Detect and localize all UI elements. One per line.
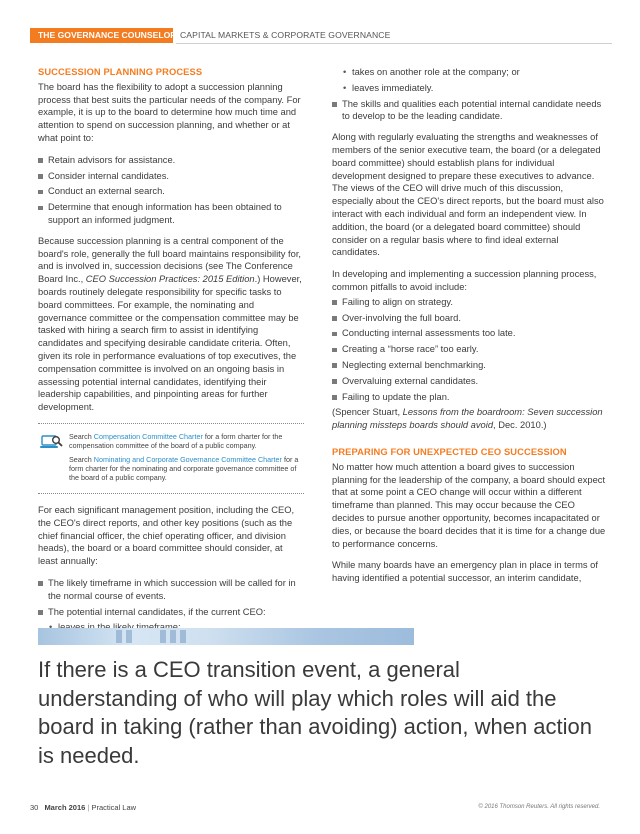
annual-bullet-list: [38, 577, 304, 618]
page-number: 30: [30, 803, 39, 812]
publication-name: Practical Law: [91, 803, 137, 812]
search-reference-box: [38, 423, 304, 494]
list-item: Overvaluing external candidates.: [332, 375, 606, 388]
list-item: Failing to update the plan.: [332, 391, 606, 404]
list-item: The potential internal candidates, if the current CEO:: [38, 606, 304, 619]
process-bullet-list: [38, 154, 304, 227]
citation-text: , Dec. 2010.): [493, 420, 547, 431]
list-item: Over-involving the full board.: [332, 312, 606, 325]
paragraph-text: .) However, boards routinely delegate responsibility for specific tasks to board committees. For example, the nominating and governance committee or the compensation committee may be tasked with hiring a search firm to assist in identifying candidates and specifying desirable candidate criteria. Often, given its role in performance evaluations of top executives, the compensation committee is involved on an ongoing basis in assessing potential internal candidates, identifying their leadership capabilities, and pinpointing areas for further development.: [38, 274, 302, 413]
development-paragraph: Along with regularly evaluating the strengths and weaknesses of members of the senior executive team, the board (or a delegated board committee) should establish plans for individual development designed to prepare these executives to advance. The views of the CEO will drive much of this discussion, especially about the CEO's direct reports, but the board must also interact with each individual and form an independent view. In addition, the board (or a delegated board committee) should consider on a regular basis where to find ideal external candidates.: [332, 132, 604, 258]
list-item: Creating a “horse race” too early.: [332, 343, 606, 356]
list-item: The skills and qualities each potential internal candidate needs to develop to be the leading candidate.: [332, 98, 606, 124]
list-item: • takes on another role at the company; or: [332, 66, 606, 79]
skills-bullet-list: [332, 98, 606, 124]
right-column: [332, 66, 606, 594]
list-item: The likely timeframe in which succession will be called for in the normal course of events.: [38, 577, 304, 603]
header-rule: [176, 43, 612, 44]
banner-window-shape: [170, 630, 176, 643]
unexpected-change-paragraph: No matter how much attention a board gives to succession planning for the leadership of the company, a board should expect that at some point a CEO change will occur within a different timeframe than planned. This may occur because the CEO decides to pursue another opportunity, becomes incapacitated or dies, or because the board decides that it is time for a change due to performance concerns.: [332, 461, 606, 549]
search-prefix: Search: [69, 431, 94, 441]
section-title: CAPITAL MARKETS & CORPORATE GOVERNANCE: [180, 30, 391, 40]
publication-tag: THE GOVERNANCE COUNSELOR: [30, 28, 173, 43]
pull-quote: If there is a CEO transition event, a general understanding of who will play which roles will aid the board in taking (rather than avoiding) action, when action is needed.: [38, 657, 593, 768]
section-heading-succession-planning: SUCCESSION PLANNING PROCESS: [38, 67, 203, 77]
banner-window-shape: [116, 630, 122, 643]
emergency-plan-paragraph: While many boards have an emergency plan in place in terms of having identified a potential successor, an interim candidate,: [332, 560, 598, 584]
page-header: [0, 28, 640, 43]
list-item: Conduct an external search.: [38, 185, 304, 198]
page-footer: [30, 803, 136, 812]
laptop-search-icon: [40, 434, 64, 452]
list-item: Failing to align on strategy.: [332, 296, 606, 309]
section-heading-unexpected-succession: PREPARING FOR UNEXPECTED CEO SUCCESSION: [332, 446, 567, 457]
citation-paragraph: [332, 406, 606, 432]
list-item: • leaves immediately.: [332, 82, 606, 95]
pitfalls-intro-paragraph: In developing and implementing a succession planning process, common pitfalls to avoid include:: [332, 269, 597, 292]
nominating-governance-charter-link[interactable]: Nominating and Corporate Governance Committee Charter: [93, 454, 282, 464]
banner-window-shape: [180, 630, 186, 643]
citation-title: Lessons from the boardroom: Seven succession planning missteps boards should avoid: [332, 407, 603, 431]
citation-title: CEO Succession Practices: 2015 Edition: [85, 274, 255, 285]
paragraph-text: Because succession planning is a central component of the board's role, generally the full board maintains responsibility for, and is involved in, succession decisions (see The Conference Board Inc.,: [38, 235, 302, 285]
search-description: for a form charter for the compensation committee of the board of a public company.: [69, 431, 283, 450]
list-item: Consider internal candidates.: [38, 170, 304, 183]
compensation-committee-charter-link[interactable]: Compensation Committee Charter: [93, 431, 203, 441]
copyright-notice: © 2016 Thomson Reuters. All rights reserved.: [478, 804, 600, 810]
annual-consideration-paragraph: For each significant management position, including the CEO, the CEO's direct reports, and other key positions (such as the chief financial officer, the chief operating officer, and division heads), the board or a board committee should consider, at least annually:: [38, 504, 295, 567]
list-item: Neglecting external benchmarking.: [332, 359, 606, 372]
list-item: Retain advisors for assistance.: [38, 154, 304, 167]
search-prefix: Search: [69, 454, 94, 464]
delegation-paragraph: [38, 235, 304, 414]
left-column: [38, 66, 304, 642]
ceo-sub-bullet-list-continued: [332, 66, 606, 95]
search-entry-compensation: [69, 432, 304, 450]
pitfalls-bullet-list: [332, 296, 606, 404]
decorative-banner-image: [38, 628, 414, 645]
banner-window-shape: [160, 630, 166, 643]
list-item: Determine that enough information has been obtained to support an informed judgment.: [38, 201, 304, 227]
search-entry-nominating: [69, 455, 304, 482]
intro-paragraph: The board has the flexibility to adopt a succession planning process that best suits the particular needs of the company. For example, it is up to the board to determine how much time and attention to spend on succession planning, and whether or at what point to:: [38, 81, 301, 143]
search-description: for a form charter for the nominating and corporate governance committee of the board of a public company.: [69, 454, 299, 482]
citation-text: (Spencer Stuart,: [332, 407, 403, 418]
list-item: Conducting internal assessments too late.: [332, 327, 606, 340]
issue-date: March 2016: [44, 803, 86, 812]
banner-window-shape: [126, 630, 132, 643]
footer-separator: |: [87, 803, 90, 812]
